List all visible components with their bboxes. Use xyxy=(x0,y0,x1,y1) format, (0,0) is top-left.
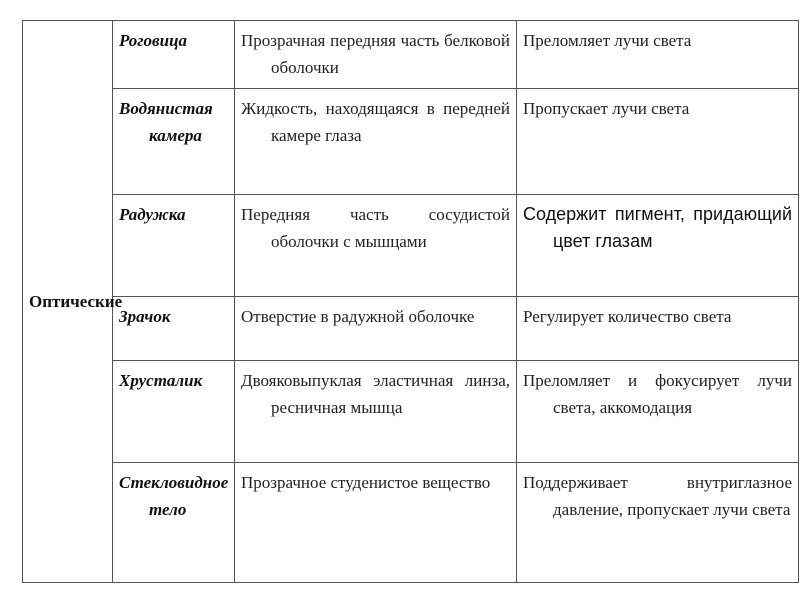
table-row xyxy=(23,21,799,89)
group-label: Оптические xyxy=(29,291,123,311)
structure-name-cell xyxy=(113,195,235,297)
table-row xyxy=(23,361,799,463)
structure-name-cell xyxy=(113,89,235,195)
structure-name: Зрачок xyxy=(119,307,171,326)
structure-description: Передняя часть сосудистой оболочки с мышцами xyxy=(241,205,510,251)
table-row xyxy=(23,89,799,195)
structure-function: Поддерживает внутриглазное давление, пропускает лучи света xyxy=(523,473,792,519)
table-row xyxy=(23,195,799,297)
structure-description: Двояковыпуклая эластичная линза, ресничная мышца xyxy=(241,371,510,417)
structure-description: Прозрачная передняя часть белковой оболочки xyxy=(241,31,510,77)
function-cell xyxy=(517,21,799,89)
structure-name: Радужка xyxy=(119,205,186,224)
function-cell xyxy=(517,89,799,195)
function-cell xyxy=(517,463,799,583)
structure-description: Отверстие в радужной оболочке xyxy=(241,307,475,326)
structure-name-cell xyxy=(113,463,235,583)
structure-function: Преломляет лучи света xyxy=(523,31,692,50)
eye-structures-table xyxy=(22,20,799,583)
table-row xyxy=(23,463,799,583)
description-cell xyxy=(235,89,517,195)
description-cell xyxy=(235,21,517,89)
description-cell xyxy=(235,361,517,463)
structure-name: Роговица xyxy=(119,31,188,50)
function-cell xyxy=(517,297,799,361)
structure-function: Регулирует количество света xyxy=(523,307,732,326)
description-cell xyxy=(235,463,517,583)
structure-description: Жидкость, находящаяся в передней камере глаза xyxy=(241,99,510,145)
structure-name: Хрусталик xyxy=(119,371,203,390)
structure-function: Пропускает лучи света xyxy=(523,99,690,118)
function-cell xyxy=(517,195,799,297)
structure-description: Прозрачное студенистое вещество xyxy=(241,473,491,492)
structure-name: Водянистая камера xyxy=(119,99,213,145)
description-cell xyxy=(235,297,517,361)
group-cell xyxy=(23,21,123,583)
structure-name: Стекловидное тело xyxy=(119,473,229,519)
structure-function: Содержит пигмент, придающий цвет глазам xyxy=(523,204,792,251)
function-cell xyxy=(517,361,799,463)
structure-name-cell xyxy=(113,361,235,463)
table-row xyxy=(23,297,799,361)
structure-name-cell xyxy=(113,297,235,361)
structure-function: Преломляет и фокусирует лучи света, аккомодация xyxy=(523,371,792,417)
description-cell xyxy=(235,195,517,297)
structure-name-cell xyxy=(113,21,235,89)
